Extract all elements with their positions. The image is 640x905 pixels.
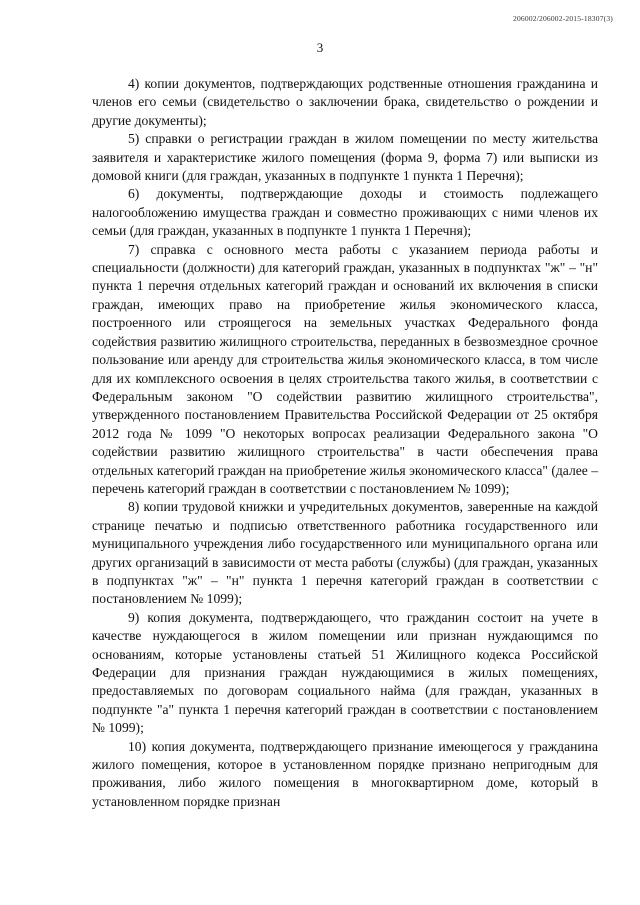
paragraph-item-5: 5) справки о регистрации граждан в жилом помещении по месту жительства заявителя и характеристике жилого помещения (форма 9, форма 7) или выписки из домовой книги (для граждан, указанных в подпункте 1 пункта 1 Перечня); — [92, 131, 598, 184]
paragraph-item-10: 10) копия документа, подтверждающего признание имеющегося у гражданина жилого помещения, которое в установленном порядке признано непригодным для проживания, либо жилого помещения в многоквартирном доме, который в установленном порядке признан — [92, 738, 598, 809]
document-id: 206002/206002-2015-18307(3) — [513, 14, 613, 23]
paragraph-item-7: 7) справка с основного места работы с указанием периода работы и специальности (должности) для категорий граждан, указанных в подпунктах "ж" – "н" пункта 1 перечня отдельных категорий граждан и оснований их включения в списки граждан, имеющих право на приобретение жилья экономического класса, построенного или строящегося на земельных участках Федерального фонда содействия развитию жилищного строительства, переданных в безвозмездное срочное пользование или аренду для строительства жилья экономического класса, в том числе для их комплексного освоения в целях строительства такого жилья, в соответствии с Федеральным законом "О содействии развитию жилищного строительства", утвержденного постановлением Правительства Российской Федерации от 25 октября 2012 года № 1099 "О некоторых вопросах реализации Федерального закона "О содействии развитию жилищного строительства" в части обеспечения права отдельных категорий граждан на приобретение жилья экономического класса" (далее – перечень категорий граждан в соответствии с постановлением № 1099); — [92, 241, 598, 496]
page-number: 3 — [316, 40, 324, 55]
paragraph-item-4: 4) копии документов, подтверждающих родственные отношения гражданина и членов его семьи (свидетельство о заключении брака, свидетельство о рождении и другие документы); — [92, 76, 598, 128]
document-body — [92, 75, 598, 811]
paragraph-item-6: 6) документы, подтверждающие доходы и стоимость подлежащего налогообложению имущества граждан и совместно проживающих с ними членов их семьи (для граждан, указанных в подпункте 1 пункта 1 Перечня); — [92, 186, 598, 239]
paragraph-item-8: 8) копии трудовой книжки и учредительных документов, заверенные на каждой странице печатью и подписью ответственного работника государственного или муниципального учреждения либо государственного или муниципального органа или других организаций в зависимости от места работы (службы) (для граждан, указанных в подпунктах "ж" – "н" пункта 1 перечня категорий граждан в соответствии с постановлением № 1099); — [92, 499, 598, 607]
paragraph-item-9: 9) копия документа, подтверждающего, что гражданин состоит на учете в качестве нуждающегося в жилом помещении или признан нуждающимся по основаниям, которые установлены статьей 51 Жилищного кодекса Российской Федерации для признания граждан нуждающимися в жилых помещениях, предоставляемых по договорам социального найма (для граждан, указанных в подпункте "а" пункта 1 перечня категорий граждан в соответствии с постановлением № 1099); — [92, 609, 598, 736]
